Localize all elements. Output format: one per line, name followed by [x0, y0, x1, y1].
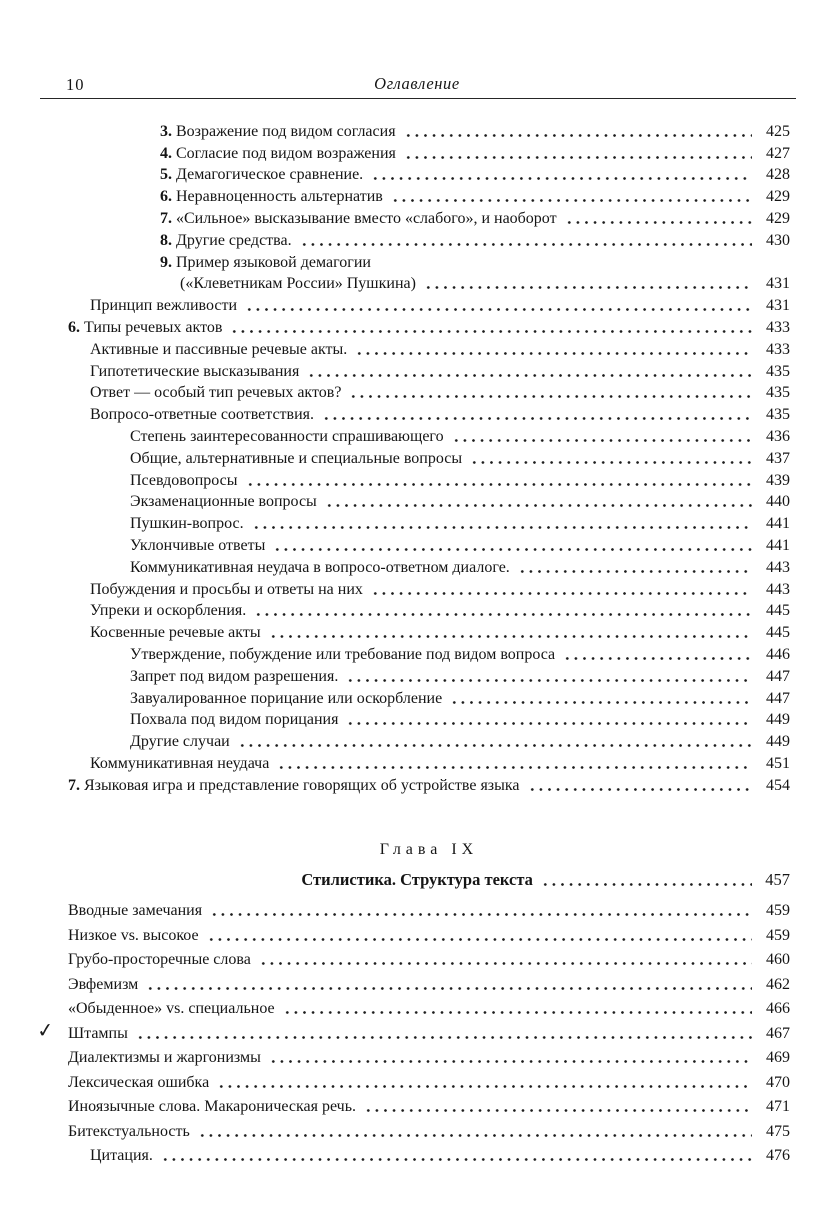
toc-entry [68, 1043, 790, 1068]
toc-entry [68, 468, 790, 490]
entry-page-number: 433 [766, 340, 790, 358]
entry-number: 9. [160, 253, 172, 271]
dot-leader [469, 461, 752, 464]
entry-title: Степень заинтересованности спрашивающего [130, 427, 444, 445]
entry-title: 6. Неравноценность альтернатив [160, 188, 383, 206]
toc-entry [68, 920, 790, 945]
toc-entry [68, 184, 790, 206]
entry-title: Битекстуальность [68, 1122, 190, 1140]
toc-entry [68, 577, 790, 599]
entry-page-number: 445 [766, 624, 790, 642]
entry-page-number: 469 [766, 1049, 790, 1067]
entry-page-number: 447 [766, 667, 790, 685]
toc-entry [68, 446, 790, 468]
chapter-title: Стилистика. Структура текста [301, 869, 533, 889]
entry-title: Коммуникативная неудача [90, 754, 270, 772]
dot-leader [197, 1134, 752, 1137]
entry-page-number: 447 [766, 689, 790, 707]
entry-page-number: 446 [766, 645, 790, 663]
entry-title: Лексическая ошибка [68, 1073, 210, 1091]
toc-entry [68, 1067, 790, 1092]
entry-page-number: 429 [766, 188, 790, 206]
dot-leader [216, 1085, 752, 1088]
toc-section-1 [68, 119, 790, 795]
dot-leader [345, 722, 752, 725]
entry-number: 4. [160, 144, 172, 162]
entry-title: Завуалированное порицание или оскорбление [130, 689, 443, 707]
toc-entry [68, 664, 790, 686]
entry-title: 3. Возражение под видом согласия [160, 122, 396, 140]
entry-page-number: 454 [766, 776, 790, 794]
entry-page-number: 460 [766, 951, 790, 969]
entry-number: 7. [160, 209, 172, 227]
dot-leader [244, 308, 752, 311]
entry-title: 9. Пример языковой демагогии [160, 253, 371, 271]
entry-page-number: 449 [766, 733, 790, 751]
entry-page-number: 476 [766, 1147, 790, 1165]
toc-entry [68, 228, 790, 250]
entry-page-number: 443 [766, 558, 790, 576]
entry-title: Уклончивые ответы [130, 536, 266, 554]
toc-entry [68, 599, 790, 621]
dot-leader [345, 679, 752, 682]
entry-page-number: 462 [766, 975, 790, 993]
toc-entry [68, 511, 790, 533]
toc-entry [68, 490, 790, 512]
toc-entry [68, 729, 790, 751]
entry-title: Ответ — особый тип речевых актов? [90, 384, 342, 402]
dot-leader [370, 177, 752, 180]
entry-page-number: 437 [766, 449, 790, 467]
entry-number: 7. [68, 776, 80, 794]
toc-section-2 [35, 896, 790, 1166]
dot-leader [209, 913, 752, 916]
toc-entry [68, 424, 790, 446]
dot-leader [562, 657, 752, 660]
toc-entry [68, 119, 790, 141]
entry-number: 6. [68, 318, 80, 336]
toc-entry [68, 555, 790, 577]
dot-leader [423, 286, 752, 289]
toc-entry [68, 969, 790, 994]
toc-entry [68, 250, 790, 272]
entry-title: Штампы [68, 1024, 128, 1042]
entry-page-number: 449 [766, 711, 790, 729]
entry-page-number: 430 [766, 231, 790, 249]
entry-page-number: 470 [766, 1073, 790, 1091]
entry-title: («Клеветникам России» Пушкина) [180, 275, 416, 293]
entry-number: 5. [160, 166, 172, 184]
dot-leader [324, 504, 752, 507]
entry-page-number: 436 [766, 427, 790, 445]
entry-title: Коммуникативная неудача в вопросо-ответном диалоге. [130, 558, 510, 576]
toc-entry [68, 272, 790, 294]
dot-leader [253, 613, 752, 616]
entry-title: Псевдовопросы [130, 471, 238, 489]
toc-entry [68, 1092, 790, 1117]
page-header-title: Оглавление [374, 74, 460, 93]
dot-leader [268, 635, 752, 638]
entry-page-number: 443 [766, 580, 790, 598]
toc-entry [68, 402, 790, 424]
entry-page-number: 451 [766, 754, 790, 772]
entry-title: Вопросо-ответные соответствия. [90, 406, 315, 424]
toc-entry [68, 994, 790, 1019]
toc-entry [68, 206, 790, 228]
toc-entry [35, 1017, 790, 1044]
entry-title: Эвфемизм [68, 975, 139, 993]
entry-title: Косвенные речевые акты [90, 624, 261, 642]
entry-page-number: 425 [766, 122, 790, 140]
entry-title: Пушкин-вопрос. [130, 515, 244, 533]
toc-entry [68, 896, 790, 921]
entry-title: 5. Демагогическое сравнение. [160, 166, 364, 184]
entry-title: 8. Другие средства. [160, 231, 292, 249]
dot-leader [451, 439, 752, 442]
dot-leader [403, 134, 752, 137]
toc-entry [68, 773, 790, 795]
entry-page-number: 467 [766, 1024, 790, 1042]
dot-leader [206, 938, 752, 941]
dot-leader [229, 330, 752, 333]
toc-entry [68, 141, 790, 163]
entry-page-number: 445 [766, 602, 790, 620]
toc-entry [68, 1141, 790, 1166]
dot-leader [403, 156, 752, 159]
dot-leader [272, 548, 752, 551]
entry-title: 7. Языковая игра и представление говорящих об устройстве языка [68, 776, 520, 794]
toc-entry [68, 293, 790, 315]
entry-title: Упреки и оскорбления. [90, 602, 247, 620]
dot-leader [268, 1060, 752, 1063]
toc-entry [68, 751, 790, 773]
dot-leader [135, 1036, 752, 1039]
entry-title: Активные и пассивные речевые акты. [90, 340, 348, 358]
entry-title: Цитация. [90, 1147, 153, 1165]
dot-leader [282, 1011, 752, 1014]
entry-page-number: 440 [766, 493, 790, 511]
toc-entry [68, 620, 790, 642]
dot-leader [237, 744, 752, 747]
toc-entry [68, 337, 790, 359]
dot-leader [251, 526, 752, 529]
entry-page-number: 459 [766, 902, 790, 920]
entry-title: Вводные замечания [68, 902, 203, 920]
header-rule [40, 98, 796, 99]
entry-page-number: 429 [766, 209, 790, 227]
dot-leader [258, 962, 752, 965]
toc-entry [68, 163, 790, 185]
dot-leader [363, 1109, 752, 1112]
entry-title: Грубо-просторечные слова [68, 951, 251, 969]
entry-page-number: 439 [766, 471, 790, 489]
entry-title: 7. «Сильное» высказывание вместо «слабого», и наоборот [160, 209, 557, 227]
entry-title: Иноязычные слова. Макароническая речь. [68, 1098, 357, 1116]
entry-number: 8. [160, 231, 172, 249]
toc-entry [68, 533, 790, 555]
dot-leader [449, 701, 752, 704]
toc-entry [68, 945, 790, 970]
entry-page-number: 431 [766, 297, 790, 315]
dot-leader [160, 1158, 752, 1161]
dot-leader [564, 221, 752, 224]
entry-title: «Обыденное» vs. специальное [68, 1000, 275, 1018]
toc-entry [68, 359, 790, 381]
entry-title: Утверждение, побуждение или требование под видом вопроса [130, 645, 556, 663]
margin-checkmark: ✓ [35, 1017, 55, 1044]
dot-leader [348, 395, 752, 398]
entry-title: Похвала под видом порицания [130, 711, 339, 729]
entry-page-number: 475 [766, 1122, 790, 1140]
entry-title: 6. Типы речевых актов [68, 318, 223, 336]
entry-title: 4. Согласие под видом возражения [160, 144, 396, 162]
toc-entry [68, 381, 790, 403]
entry-page-number: 435 [766, 406, 790, 424]
toc-entry [68, 642, 790, 664]
entry-title: Другие случаи [130, 733, 230, 751]
entry-page-number: 441 [766, 515, 790, 533]
dot-leader [145, 987, 752, 990]
chapter-title-row [68, 866, 790, 890]
running-head [40, 74, 794, 95]
toc-entry [68, 686, 790, 708]
dot-leader [370, 592, 752, 595]
entry-number: 3. [160, 122, 172, 140]
entry-number: 6. [160, 188, 172, 206]
dot-leader [321, 417, 752, 420]
dot-leader [527, 788, 753, 791]
dot-leader [390, 199, 752, 202]
dot-leader [306, 374, 752, 377]
toc-entry [68, 708, 790, 730]
page-number: 10 [66, 75, 85, 94]
entry-page-number: 466 [766, 1000, 790, 1018]
chapter-page-number: 457 [765, 869, 790, 889]
dot-leader [276, 766, 752, 769]
entry-page-number: 428 [766, 166, 790, 184]
entry-page-number: 441 [766, 536, 790, 554]
chapter-label: Глава IX [379, 840, 479, 858]
dot-leader [540, 883, 752, 886]
entry-title: Запрет под видом разрешения. [130, 667, 339, 685]
entry-page-number: 427 [766, 144, 790, 162]
entry-title: Диалектизмы и жаргонизмы [68, 1049, 261, 1067]
dot-leader [299, 243, 752, 246]
entry-page-number: 431 [766, 275, 790, 293]
dot-leader [354, 352, 752, 355]
chapter-heading [68, 841, 790, 890]
entry-title: Экзаменационные вопросы [130, 493, 317, 511]
entry-page-number: 459 [766, 926, 790, 944]
dot-leader [517, 570, 752, 573]
entry-title: Гипотетические высказывания [90, 362, 300, 380]
entry-title: Общие, альтернативные и специальные вопросы [130, 449, 463, 467]
entry-title: Низкое vs. высокое [68, 926, 199, 944]
entry-page-number: 471 [766, 1098, 790, 1116]
entry-page-number: 435 [766, 384, 790, 402]
toc-entry [68, 1116, 790, 1141]
entry-title: Принцип вежливости [90, 297, 238, 315]
toc-entry [68, 315, 790, 337]
dot-leader [245, 483, 752, 486]
entry-page-number: 435 [766, 362, 790, 380]
entry-title: Побуждения и просьбы и ответы на них [90, 580, 363, 598]
entry-page-number: 433 [766, 318, 790, 336]
